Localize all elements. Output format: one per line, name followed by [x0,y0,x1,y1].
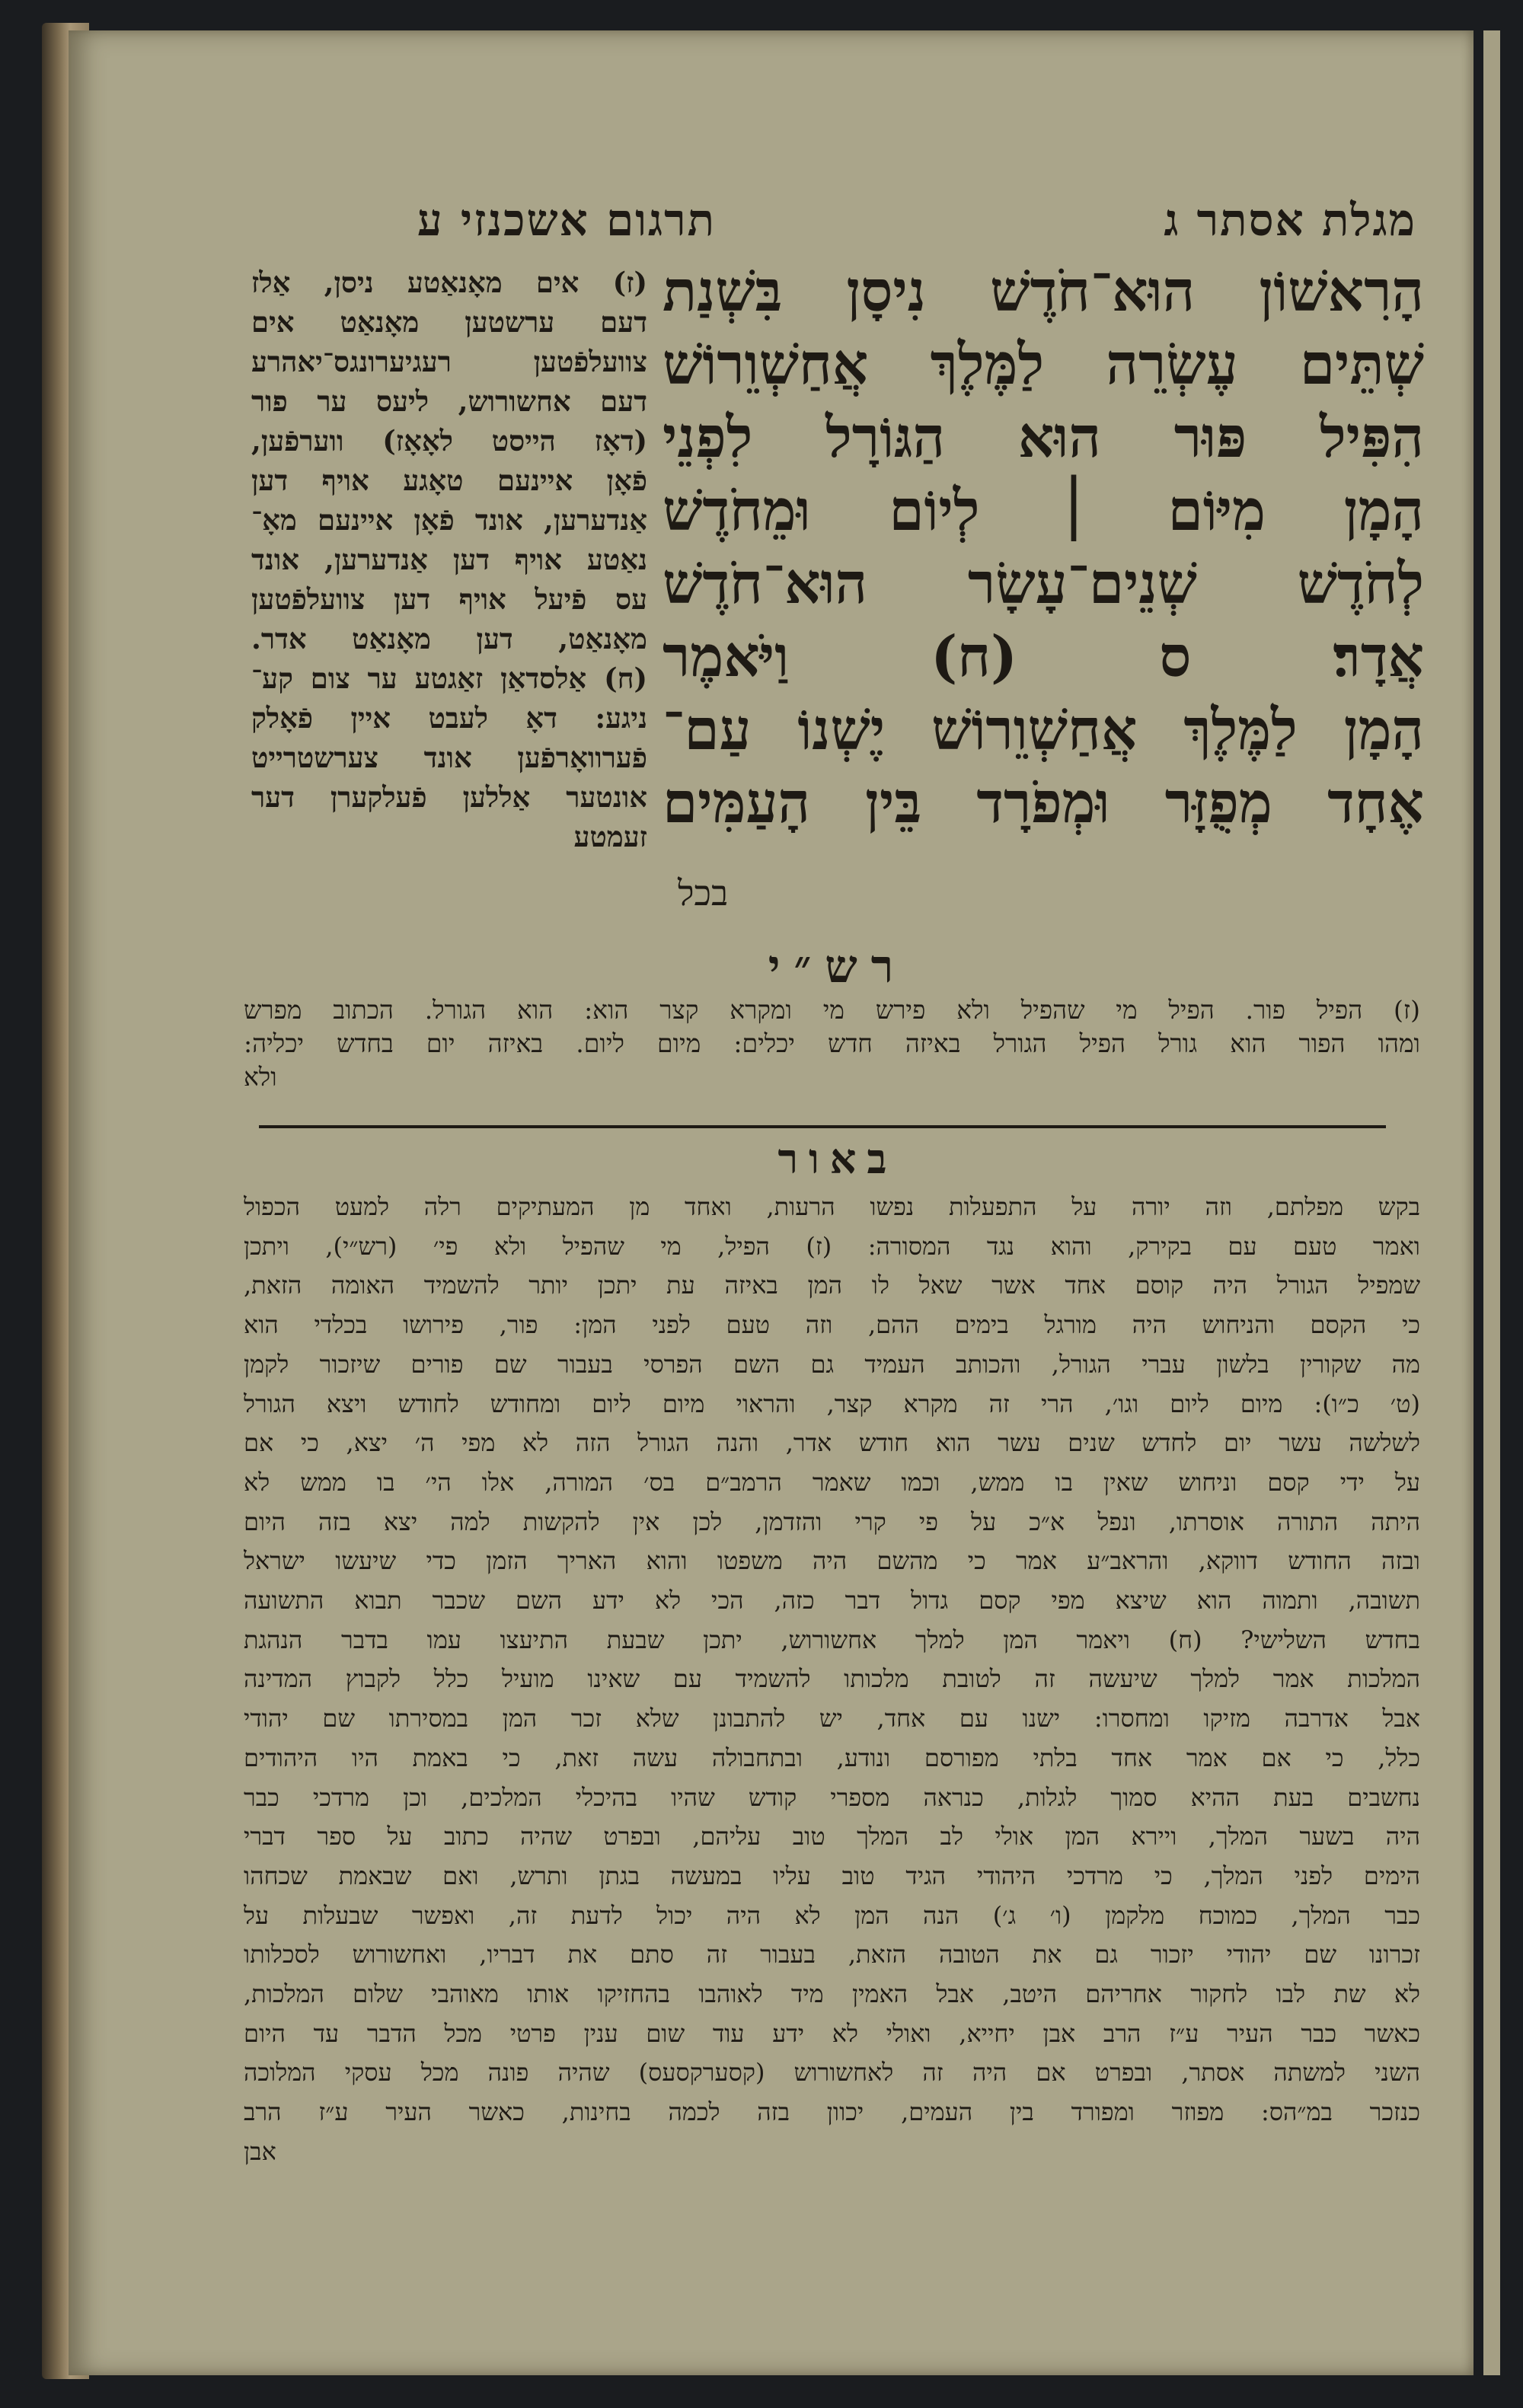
beur-line: כבר המלך, כמוכח מלקמן (ו׳ ג׳) הנה המן לא היה יכול לדעת זה, ואפשר שבעלות על [244,1900,1420,1930]
book-title-header: מגלת אסתר ג [1164,194,1416,246]
bible-line: אֶחָד מְפֻזָּר וּמְפֹרָד בֵּין הָעַמִּים [663,770,1424,836]
targum-line: ניגע: דאָ לעבט איין פֿאָלק [251,701,647,735]
rashi-line: ומהו הפור הוא גורל הפיל הגורל באיזה חדש יכלים: מיום ליום. באיזה יום בחדש יכליה: [244,1029,1420,1058]
targum-line: עס פֿיעל אויף דען צוועלפֿטען [251,582,647,616]
bible-line: הָמָן מִיּוֹם ׀ לְיוֹם וּמֵחֹדֶשׁ [663,478,1424,544]
targum-line: מאָנאַט, דען מאָנאַט אדר. [251,622,647,655]
targum-line: דעם ערשטען מאָנאַט אים [251,305,647,339]
beur-line: המלכות אמר למלך שיעשה זה לטובת מלכותו להשמיד עם שאינו מועיל כלל לקבוץ המדינה [244,1664,1420,1694]
facing-page-edge [1483,30,1500,2375]
beur-line: (ט׳ כ״ו): מיום ליום וגו׳, הרי זה מקרא קצר, והראוי מיום ליום ומחודש לחודש ויצא הגורל [244,1389,1420,1418]
beur-line: שמפיל הגורל היה קוסם אחד אשר שאל לו המן באיזה עת יתכן יותר להשמיד האומה הזאת, [244,1271,1420,1300]
beur-line: היתה התורה אוסרתו, ונפל א״כ על פי קרי והזדמן, לכן אין להקשות למה יצא בזה היום [244,1507,1420,1536]
translation-title-header: תרגום אשכנזי ע [417,194,716,246]
beur-heading: באור [777,1134,898,1183]
beur-line: זכרונו שם יהודי יזכור גם את הטובה הזאת, בעבור זה סתם את דבריו, ואחשורוש לסכלותו [244,1940,1420,1969]
beur-commentary [244,1188,1420,2172]
beur-line: על ידי קסם וניחוש שאין בו ממש, וכמו שאמר הרמב״ם בס׳ המורה, אלו הי׳ בו ממש לא [244,1467,1420,1497]
targum-line: דעם אחשורוש, ליעס ער פור [251,384,647,418]
beur-line: היה בשער המלך, ויירא המן אולי לב המלך טוב עליהם, ובפרט שהיה כתוב על ספר דברי [244,1822,1420,1851]
targum-line: (ח) אַלסדאַן זאַגטע ער צום קע־ [251,662,647,695]
beur-line: כנזכר במ״הס: מפוזר ומפורד בין העמים, יכוון בזה לכמה בחינות, כאשר העיר ע״ז הרב [244,2097,1420,2127]
targum-line: אַנדערען, אונד פֿאָן איינעם מאָ־ [251,503,647,537]
bible-line: הָמָן לַמֶּלֶךְ אֲחַשְׁוֵרוֹשׁ יֶשְׁנוֹ עַם־ [663,697,1424,763]
beur-line: תשובה, ותמוה הוא שיצא מפי קסם גדול דבר כזה, הכי לא ידע השם שכבר תבוא התשועה [244,1586,1420,1615]
targum-line: (דאָז הייסט לאָאָז) ווערפֿען, [251,424,647,458]
targum-line: צוועלפֿטען רעגיערונגס־יאהרע [251,345,647,378]
beur-line: נחשבים בעת ההיא סמוך לגלות, כנראה מספרי קודש שהיו בהיכלי המלכים, וכן מרדכי כבר [244,1782,1420,1812]
beur-line: ואמר טעם עם בקירק, והוא נגד המסורה: (ז) הפיל, מי שהפיל ולא פי׳ (רש״י), ויתכן [244,1231,1420,1261]
rashi-commentary [244,993,1420,1094]
beur-line: לא שת לבו לחקור אחריהם היטב, אבל האמין מיד לאוהבו בהחזיקו אותו מאוהבי שלום המלכות, [244,1979,1420,2009]
section-divider [259,1125,1386,1128]
beur-line: כי הקסם והניחוש היה מורגל בימים ההם, וזה טעם לפני המן: פור, פירושו בכלדי הוא [244,1310,1420,1340]
targum-line: פֿערוואָרפֿען אונד צערשטרייט [251,741,647,774]
beur-line: בקש מפלתם, וזה יורה על התפעלות נפשו הרעות, ואחד מן המעתיקים רלה למעט הכפול [244,1192,1420,1221]
bible-line: לְחֹדֶשׁ שְׁנֵים־עָשָׂר הוּא־חֹדֶשׁ [663,551,1424,617]
beur-line: מה שקורין בלשון עברי הגורל, והכותב העמיד גם השם הפרסי בעבור שם פורים שיזכור לקמן [244,1349,1420,1379]
bible-catchword: בכל [678,872,729,914]
beur-catchword-text: אבן [244,2136,276,2166]
bible-line: הָרִאשׁוֹן הוּא־חֹדֶשׁ נִיסָן בִּשְׁנַת [663,259,1424,324]
targum-column [251,263,647,856]
beur-line: כלל, כי אם אמר אחד בלתי מפורסם ונודע, ובתחבולה עשה זאת, כי באמת היו היהודים [244,1743,1420,1772]
rashi-catchword: ולא [244,1062,277,1092]
targum-line: נאַטע אויף דען אַנדערען, אונד [251,543,647,576]
beur-line: הימים לפני המלך, כי מרדכי היהודי הגיד טוב עליו במעשה בגתן ותרש, ואם שבאמת שכחהו [244,1861,1420,1890]
beur-line: אבל אדרבה מזיקו ומחסרו: ישנו עם אחד, יש להתבונן שלא זכר המן במסירתו שם יהודי [244,1704,1420,1733]
bible-line: הִפִּיל פּוּר הוּא הַגּוֹרָל לִפְנֵי [663,405,1424,470]
beur-line: בחדש השלישי? (ח) ויאמר המן למלך אחשורוש, יתכן שבעת התיעצו עמו בדבר הנהגת [244,1625,1420,1654]
rashi-line: (ז) הפיל פור. הפיל מי שהפיל ולא פירש מי ומקרא קצר הוא: הוא הגורל. הכתוב מפרש [244,995,1420,1025]
bible-text-block [663,255,1424,914]
bible-line: שְׁתֵּים עֶשְׂרֵה לַמֶּלֶךְ אֲחַשְׁוֵרוֹשׁ [663,332,1424,397]
beur-line: לשלשה עשר יום לחדש שנים עשר הוא חודש אדר, והנה הגורל הזה לא מפי ה׳ יצא, כי אם [244,1428,1420,1458]
targum-line: (ז) אים מאָנאַטע ניסן, אַלז [251,266,647,299]
beur-catchword [244,2132,1420,2172]
targum-line: זעמטע [573,820,647,853]
beur-line: כאשר כבר העיר ע״ז הרב אבן יחייא, ואולי לא ידע עוד שום ענין פרטי מכל הדבר עד היום [244,2018,1420,2048]
beur-line: השני למשתה אסתר, ובפרט אם היה זה לאחשורוש (קסערקסעס) שהיה פונה מכל עסקי המלוכה [244,2058,1420,2087]
targum-line: אונטער אַללען פֿעלקערן דער [251,780,647,814]
bible-line: אֲדָר׃ ס (ח) וַיֹּאמֶר [663,624,1424,690]
beur-line: ובזה החודש דווקא, והראב״ע אמר כי מהשם היה משפטו והוא האריך הזמן כדי שיעשו ישראל [244,1546,1420,1576]
targum-line: פֿאָן איינעם טאָגע אויף דען [251,464,647,497]
rashi-heading: רש״י [768,940,908,993]
running-header [228,194,1416,263]
